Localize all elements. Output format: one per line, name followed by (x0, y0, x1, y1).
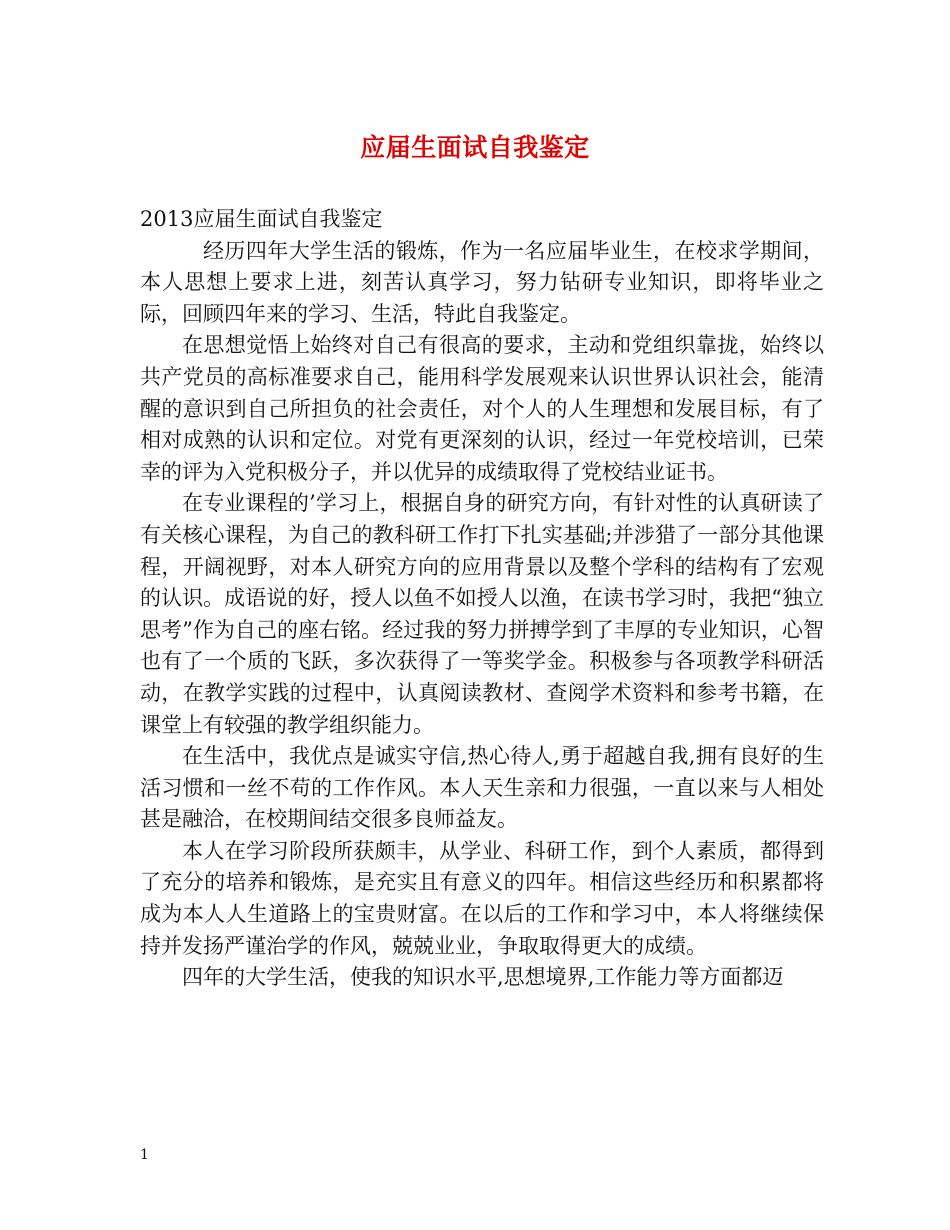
document-title: 应届生面试自我鉴定 (360, 133, 590, 162)
paragraph-ideology: 在思想觉悟上始终对自己有很高的要求，主动和党组织靠拢，始终以共产党员的高标准要求自己，能用科学发展观来认识世界认识社会，能清醒的意识到自己所担负的社会责任，对个人的人生理想和发展目标，有了相对成熟的认识和定位。对党有更深刻的认识，经过一年党校培训，已荣幸的评为入党积极分子，并以优异的成绩取得了党校结业证书。 (140, 333, 824, 484)
document-subtitle: 2013应届生面试自我鉴定 (140, 207, 383, 231)
paragraph-closing: 四年的大学生活，使我的知识水平,思想境界,工作能力等方面都迈 (182, 965, 784, 990)
document-body (140, 204, 824, 994)
page-number: 1 (140, 1147, 149, 1163)
paragraph-study: 在专业课程的’学习上，根据自身的研究方向，有针对性的认真研读了有关核心课程，为自己的教科研工作打下扎实基础;并涉猎了一部分其他课程，开阔视野，对本人研究方向的应用背景以及整个学科的结构有了宏观的认识。成语说的好，授人以鱼不如授人以渔，在读书学习时，我把“独立思考”作为自己的座右铭。经过我的努力拼搏学到了丰厚的专业知识，心智也有了一个质的飞跃，多次获得了一等奖学金。积极参与各项教学科研活动，在教学实践的过程中，认真阅读教材、查阅学术资料和参考书籍，在课堂上有较强的教学组织能力。 (140, 491, 824, 737)
paragraph-intro: 经历四年大学生活的锻炼，作为一名应届毕业生，在校求学期间，本人思想上要求上进，刻苦认真学习，努力钻研专业知识，即将毕业之际，回顾四年来的学习、生活，特此自我鉴定。 (140, 238, 824, 326)
paragraph-summary: 本人在学习阶段所获颇丰，从学业、科研工作，到个人素质，都得到了充分的培养和锻炼，是充实且有意义的四年。相信这些经历和积累都将成为本人人生道路上的宝贵财富。在以后的工作和学习中，本人将继续保持并发扬严谨治学的作风，兢兢业业，争取取得更大的成绩。 (140, 838, 824, 958)
paragraph-life: 在生活中，我优点是诚实守信,热心待人,勇于超越自我,拥有良好的生活习惯和一丝不苟的工作作风。本人天生亲和力很强，一直以来与人相处甚是融洽，在校期间结交很多良师益友。 (140, 744, 824, 832)
